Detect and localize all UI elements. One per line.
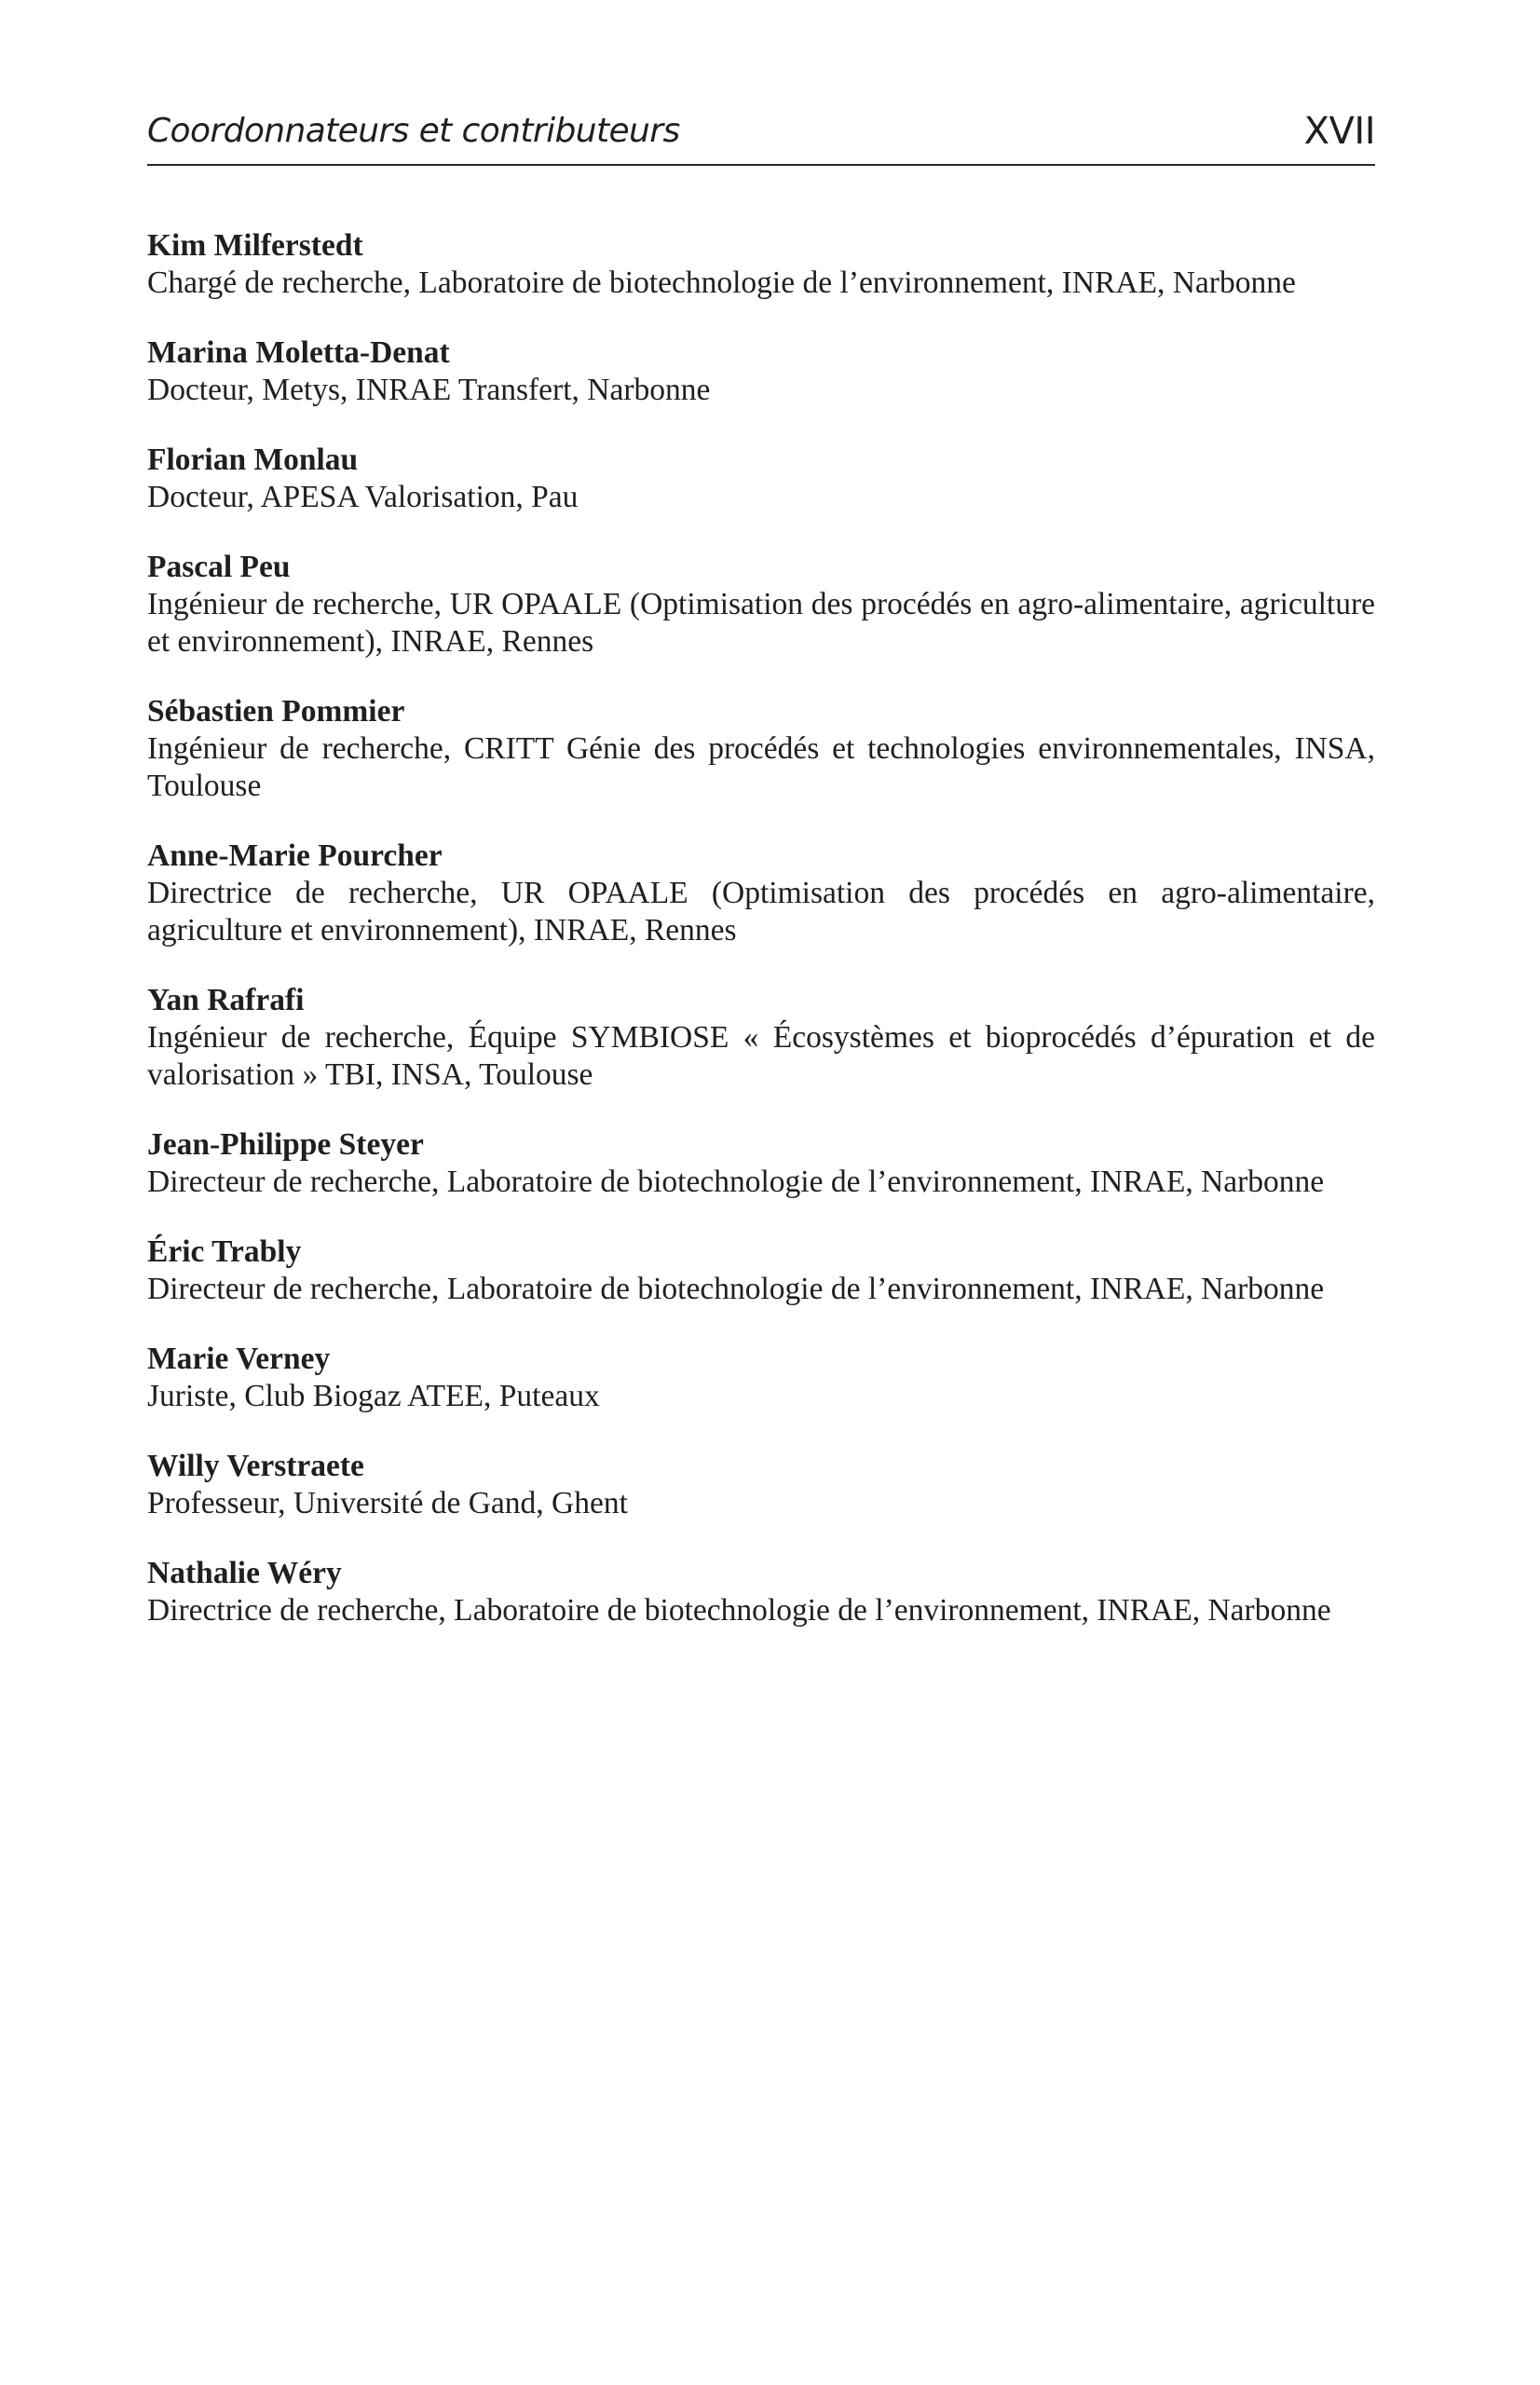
contributor-entry xyxy=(147,1341,1375,1415)
contributor-affiliation: Directeur de recherche, Laboratoire de biotechnologie de l’environnement, INRAE, Narbonne xyxy=(147,1165,1325,1199)
contributor-affiliation: Ingénieur de recherche, UR OPAALE (Optimisation des procédés en agro-alimentaire, agriculture et environnement), INRAE, Rennes xyxy=(147,587,1375,659)
contributor-entry xyxy=(147,1233,1375,1308)
contributor-name: Jean-Philippe Steyer xyxy=(147,1127,424,1162)
contributor-affiliation: Chargé de recherche, Laboratoire de biotechnologie de l’environnement, INRAE, Narbonne xyxy=(147,266,1296,300)
contributor-affiliation: Docteur, APESA Valorisation, Pau xyxy=(147,480,579,514)
contributor-affiliation: Professeur, Université de Gand, Ghent xyxy=(147,1486,628,1520)
contributor-name: Florian Monlau xyxy=(147,443,359,477)
contributor-name: Anne-Marie Pourcher xyxy=(147,838,443,873)
page-number: XVII xyxy=(1303,110,1375,153)
contributor-affiliation: Docteur, Metys, INRAE Transfert, Narbonne xyxy=(147,373,711,407)
contributor-name: Marina Moletta-Denat xyxy=(147,335,450,370)
running-header xyxy=(147,110,1375,166)
contributor-name: Pascal Peu xyxy=(147,550,291,584)
contributor-entry xyxy=(147,334,1375,409)
contributor-name: Yan Rafrafi xyxy=(147,983,305,1017)
contributor-entry xyxy=(147,1448,1375,1522)
contributor-list xyxy=(147,227,1375,1662)
contributor-name: Sébastien Pommier xyxy=(147,694,405,729)
contributor-name: Kim Milferstedt xyxy=(147,228,363,263)
running-header-title: Coordonnateurs et contributeurs xyxy=(147,112,680,150)
contributor-name: Éric Trably xyxy=(147,1234,302,1269)
contributor-entry xyxy=(147,693,1375,805)
contributor-entry xyxy=(147,227,1375,302)
contributor-name: Nathalie Wéry xyxy=(147,1556,342,1590)
contributor-entry xyxy=(147,982,1375,1094)
contributor-affiliation: Directrice de recherche, UR OPAALE (Optimisation des procédés en agro-alimentaire, agriculture et environnement), INRAE, Rennes xyxy=(147,876,1375,947)
contributor-affiliation: Directeur de recherche, Laboratoire de biotechnologie de l’environnement, INRAE, Narbonne xyxy=(147,1272,1325,1306)
contributor-entry xyxy=(147,838,1375,949)
contributor-entry xyxy=(147,442,1375,516)
contributor-name: Willy Verstraete xyxy=(147,1449,364,1483)
contributor-entry xyxy=(147,1126,1375,1201)
contributor-affiliation: Juriste, Club Biogaz ATEE, Puteaux xyxy=(147,1379,600,1413)
contributor-affiliation: Directrice de recherche, Laboratoire de biotechnologie de l’environnement, INRAE, Narbonne xyxy=(147,1593,1331,1628)
contributor-affiliation: Ingénieur de recherche, CRITT Génie des procédés et technologies environnementales, INSA, Toulouse xyxy=(147,731,1375,803)
contributor-name: Marie Verney xyxy=(147,1342,331,1376)
contributor-entry xyxy=(147,549,1375,661)
contributor-entry xyxy=(147,1555,1375,1629)
contributor-affiliation: Ingénieur de recherche, Équipe SYMBIOSE « Écosystèmes et bioprocédés d’épuration et de valorisation » TBI, INSA, Toulouse xyxy=(147,1020,1375,1092)
